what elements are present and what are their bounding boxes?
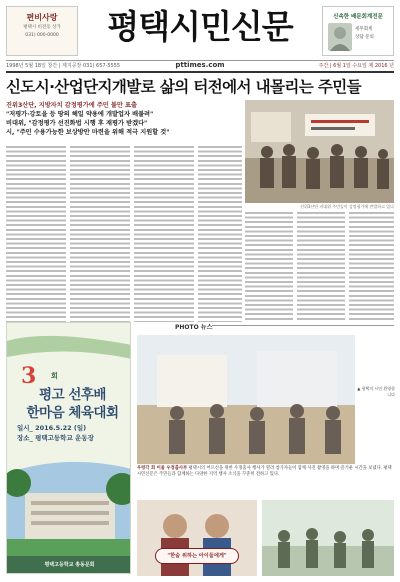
sports-day-advertisement[interactable] <box>6 322 131 574</box>
photo-news-main-photo[interactable] <box>137 335 355 464</box>
article-column <box>198 146 242 322</box>
newspaper-masthead[interactable]: 평택시민신문 <box>107 7 293 46</box>
promo-title: 평고 선후배 <box>39 387 106 403</box>
lead-subhead: 진위3산단, 지방자치 감정평가에 주민 불만 표출 <box>6 102 137 109</box>
lead-subhead: 시, "주민 수용가능한 보상방안 마련을 위해 적극 지원할 것" <box>6 129 170 136</box>
website-domain[interactable]: pttimes.com <box>175 61 225 69</box>
ad-left-line: 평택시 비전동 상가 <box>23 25 61 30</box>
promo-sponsor: 평택고등학교 총동문회 <box>7 556 131 574</box>
lead-subhead: "저평가·강토을 등 땅의 헤일 약용에 개발업자 배불려" <box>6 111 154 118</box>
article-column <box>349 212 394 320</box>
ad-left-title: 편비사랑 <box>26 13 58 22</box>
photo-news-text <box>137 466 394 478</box>
ad-left-line: 031) 000-0000 <box>25 33 59 38</box>
article-column <box>245 212 293 320</box>
article-column <box>134 146 194 322</box>
photo-news-label: PHOTO 뉴스 <box>175 324 213 331</box>
advertisement-left[interactable] <box>6 6 78 56</box>
ad-right-title: 신속한 배문회계전문 <box>333 14 383 20</box>
section-rule <box>212 325 394 326</box>
article-column <box>70 146 130 322</box>
dateline: 1998년 5월 18일 창간 | 제지공장 031) 657-5555 <box>6 63 121 69</box>
advertisement-right[interactable] <box>322 6 394 56</box>
ad-right-line: 상담 문의 <box>355 35 374 40</box>
article-column <box>6 146 66 322</box>
ad-right-portrait <box>328 23 352 51</box>
article-column <box>297 212 345 320</box>
photo-news-description: 평택시의 어르신을 위한 우정출사 행사가 열려 참가자들이 함께 사진 촬영을 하며 즐거운 시간을 보냈다. 평택시민신문은 주민들과 함께하는 다양한 지역 행사 소식을 꾸준히 전하고 있다. <box>137 466 392 477</box>
promo-place: 장소_ 평택고등학교 운동장 <box>17 434 94 442</box>
photo-news-speech-bubble: "한숨 위하는 아이들에게" <box>155 548 239 564</box>
promo-edition-number: 3 <box>21 363 37 389</box>
photo-news-photo[interactable] <box>137 500 257 576</box>
promo-title: 한마음 체육대회 <box>26 405 119 421</box>
ad-right-line: 세무회계 <box>355 27 373 32</box>
issue-info: 주간 | 6월 1일 수요일 제 2016 년 <box>318 63 394 69</box>
lead-subhead: 비대위, "감정평가 선진화법 시행 후 재평가 받겠다" <box>6 120 148 127</box>
photo-news-title: 우렁각 회 어울 우정출사부 <box>137 466 188 471</box>
promo-edition-suffix: 회 <box>51 372 58 380</box>
lead-headline[interactable]: 신도시·산업단지개발로 삶의 터전에서 내몰리는 주민들 <box>6 78 362 96</box>
photo-news-side-caption: ▲ 평택의 시민 환영합니다 <box>357 386 395 397</box>
photo-news-photo[interactable] <box>262 500 394 576</box>
masthead-rule <box>6 71 394 73</box>
lead-photo-caption: 진위3산단 비대위 주민들이 감정평가에 반발하고 있다 <box>300 204 394 209</box>
lead-photo[interactable] <box>245 100 394 203</box>
promo-date: 일시_ 2016.5.22 (일) <box>17 424 87 432</box>
